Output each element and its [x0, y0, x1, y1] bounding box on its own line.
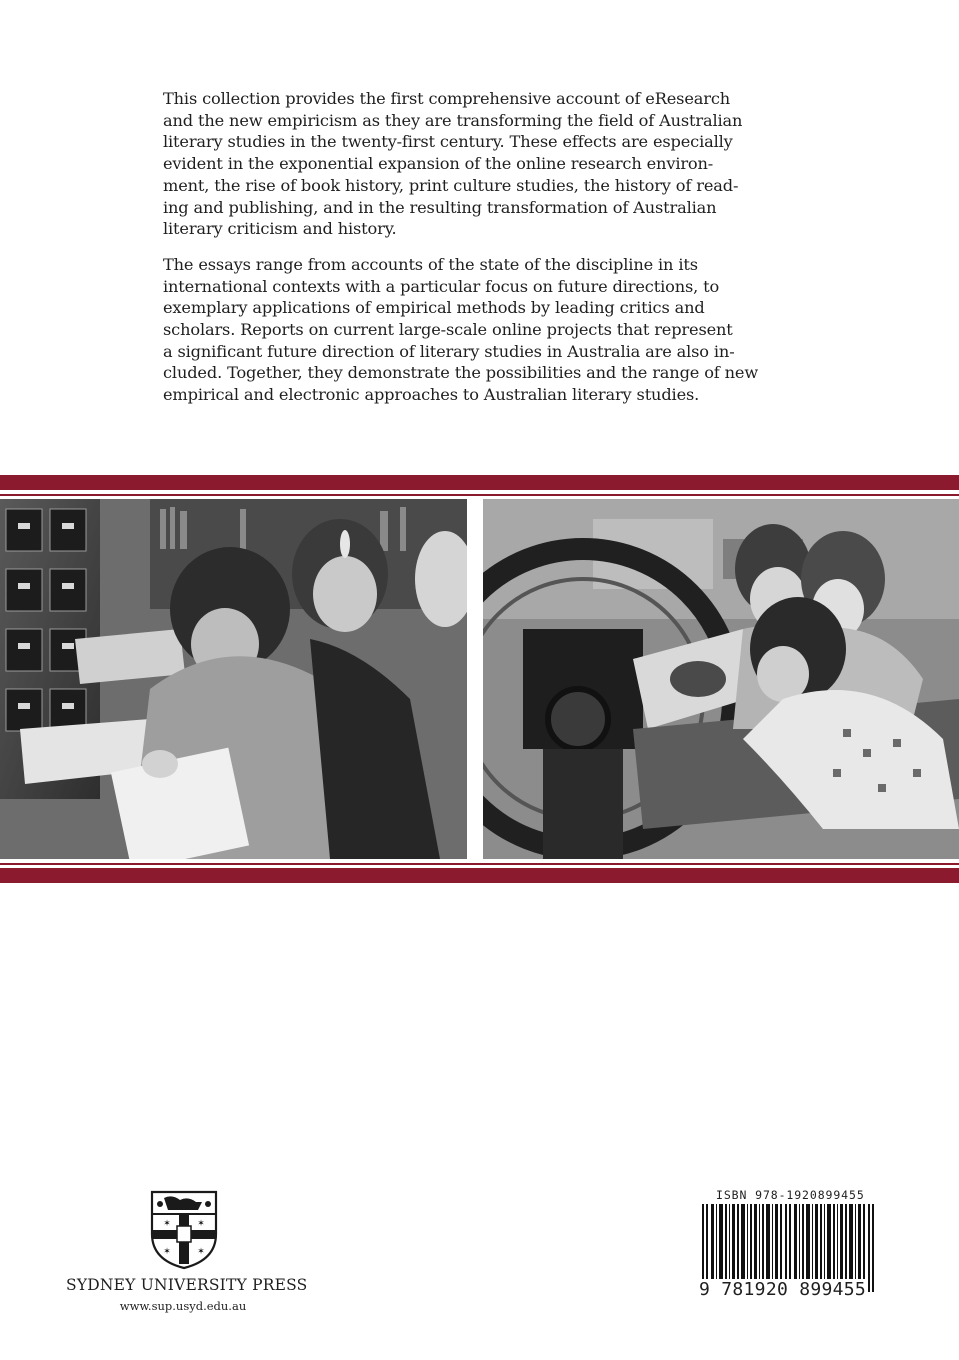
back-cover-blurb [163, 88, 813, 420]
blurb-paragraph-1 [163, 88, 813, 240]
svg-text:✶: ✶ [197, 1247, 205, 1257]
svg-text:✶: ✶ [163, 1219, 171, 1229]
top-accent-rule [0, 494, 959, 496]
blurb-line: This collection provides the first comprehensive account of eResearch [163, 89, 731, 108]
barcode-digits [698, 1279, 878, 1300]
svg-text:✶: ✶ [163, 1247, 171, 1257]
publisher-url[interactable]: www.sup.usyd.edu.au [119, 1299, 247, 1313]
blurb-line: The essays range from accounts of the state of the discipline in its [163, 254, 698, 274]
blurb-line: a significant future direction of literary studies in Australia are also in- [163, 341, 735, 361]
university-crest-icon [150, 1190, 218, 1274]
blurb-line: empirical and electronic approaches to Australian literary studies. [163, 385, 700, 405]
blurb-line: scholars. Reports on current large-scale online projects that represent [163, 320, 733, 340]
barcode-digits-text: 9 781920 899455 [699, 1279, 867, 1300]
top-accent-band [0, 475, 959, 490]
blurb-line: evident in the exponential expansion of the online research environ- [163, 154, 714, 174]
blurb-line: exemplary applications of empirical methods by leading critics and [163, 298, 705, 318]
blurb-line: literary criticism and history. [163, 219, 397, 239]
blurb-line: and the new empiricism as they are transforming the field of Australian [163, 110, 743, 130]
blurb-line: ment, the rise of book history, print culture studies, the history of read- [163, 175, 739, 195]
bottom-accent-rule [0, 863, 959, 865]
printing-press-photo-icon [483, 499, 959, 859]
printing-press-photo [483, 499, 959, 859]
card-catalogue-photo-icon [0, 499, 467, 859]
publisher-name: SYDNEY UNIVERSITY PRESS [66, 1276, 308, 1294]
svg-text:✶: ✶ [197, 1219, 205, 1229]
isbn-label: ISBN 978-1920899455 [716, 1188, 865, 1202]
blurb-line: cluded. Together, they demonstrate the possibilities and the range of new [163, 363, 759, 383]
blurb-paragraph-2 [163, 254, 813, 406]
blurb-line: international contexts with a particular focus on future directions, to [163, 276, 720, 296]
bottom-accent-band [0, 868, 959, 883]
blurb-line: literary studies in the twenty-first century. These effects are especially [163, 132, 733, 152]
card-catalogue-photo [0, 499, 467, 859]
blurb-line: ing and publishing, and in the resulting transformation of Australian [163, 197, 717, 217]
